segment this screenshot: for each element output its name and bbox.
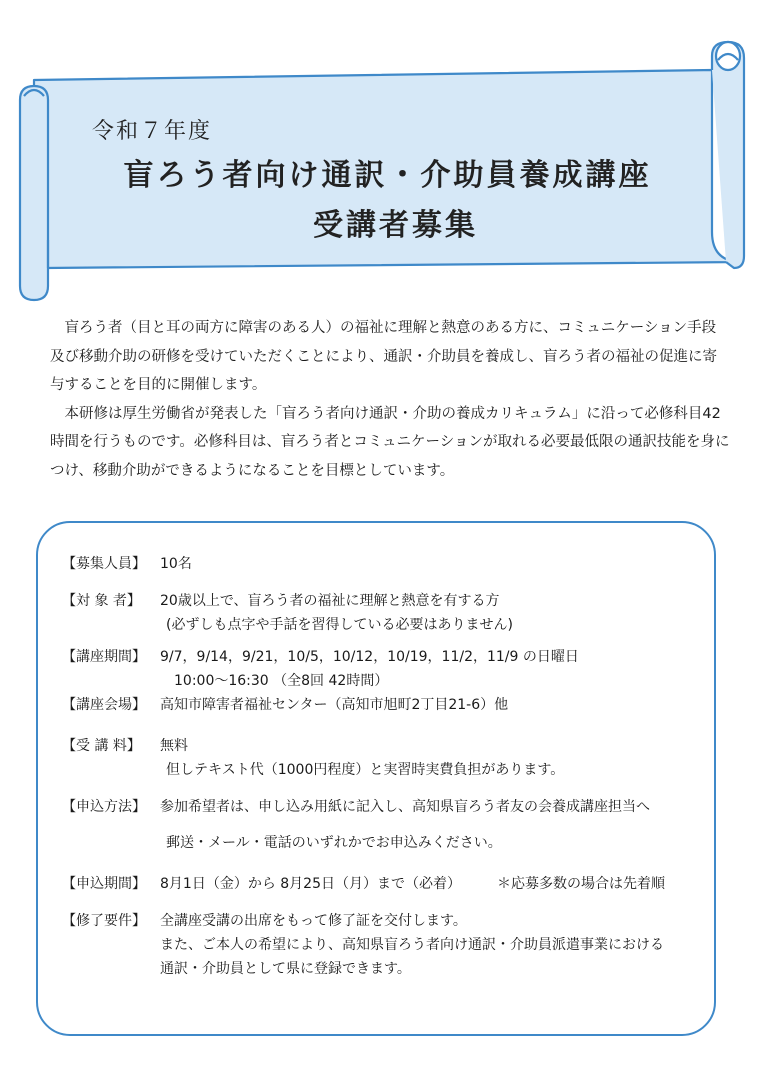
year-label: 令和７年度 — [92, 119, 213, 144]
period-label: 【講座期間】 — [62, 649, 146, 665]
completion-line-2: また、ご本人の希望により、高知県盲ろう者向け通訳・介助員派遣事業における — [160, 937, 664, 953]
period-time: 10:00～16:30 （全8回 42時間） — [174, 673, 389, 689]
recruitment-label: 【募集人員】 — [62, 556, 146, 572]
eligibility-label: 【対 象 者】 — [62, 593, 141, 609]
deadline-note: ＊応募多数の場合は先着順 — [497, 876, 665, 892]
completion-line-3: 通訳・介助員として県に登録できます。 — [160, 961, 411, 977]
application-line-1: 参加希望者は、申し込み用紙に記入し、高知県盲ろう者友の会養成講座担当へ — [160, 799, 650, 815]
deadline-label: 【申込期間】 — [62, 876, 146, 892]
main-title: 盲ろう者向け通訳・介助員養成講座 — [123, 158, 652, 193]
sub-title: 受講者募集 — [313, 208, 478, 243]
deadline-value: 8月1日（金）から 8月25日（月）まで（必着） — [160, 876, 461, 892]
eligibility-value: 20歳以上で、盲ろう者の福祉に理解と熱意を有する方 — [160, 593, 500, 609]
venue-value: 高知市障害者福祉センター（高知市旭町2丁目21-6）他 — [160, 697, 509, 713]
intro-paragraph-1: 盲ろう者（目と耳の両方に障害のある人）の福祉に理解と熱意のある方に、コミュニケーション手段及び移動介助の研修を受けていただくことにより、通訳・介助員を養成し、盲ろう者の福祉の促進に寄与することを目的に開催します。 — [50, 320, 717, 393]
completion-label: 【修了要件】 — [62, 913, 146, 929]
completion-line-1: 全講座受講の出席をもって修了証を交付します。 — [160, 913, 467, 929]
recruitment-value: 10名 — [160, 556, 192, 572]
fee-note: 但しテキスト代（1000円程度）と実習時実費負担があります。 — [166, 762, 565, 778]
venue-label: 【講座会場】 — [62, 697, 146, 713]
intro-paragraph-2: 本研修は厚生労働省が発表した「盲ろう者向け通訳・介助の養成カリキュラム」に沿って必修科目42時間を行うものです。必修科目は、盲ろう者とコミュニケーションが取れる必要最低限の通訳技能を身につけ、移動介助ができるようになることを目標としています。 — [50, 405, 730, 479]
application-label: 【申込方法】 — [62, 799, 146, 815]
application-line-2: 郵送・メール・電話のいずれかでお申込みください。 — [166, 835, 502, 851]
eligibility-note: (必ずしも点字や手話を習得している必要はありません) — [166, 617, 513, 633]
fee-value: 無料 — [160, 738, 188, 754]
fee-label: 【受 講 料】 — [62, 738, 141, 754]
intro-text — [50, 314, 730, 485]
period-dates: 9/7，9/14，9/21，10/5，10/12，10/19，11/2，11/9 の日曜日 — [160, 649, 579, 665]
